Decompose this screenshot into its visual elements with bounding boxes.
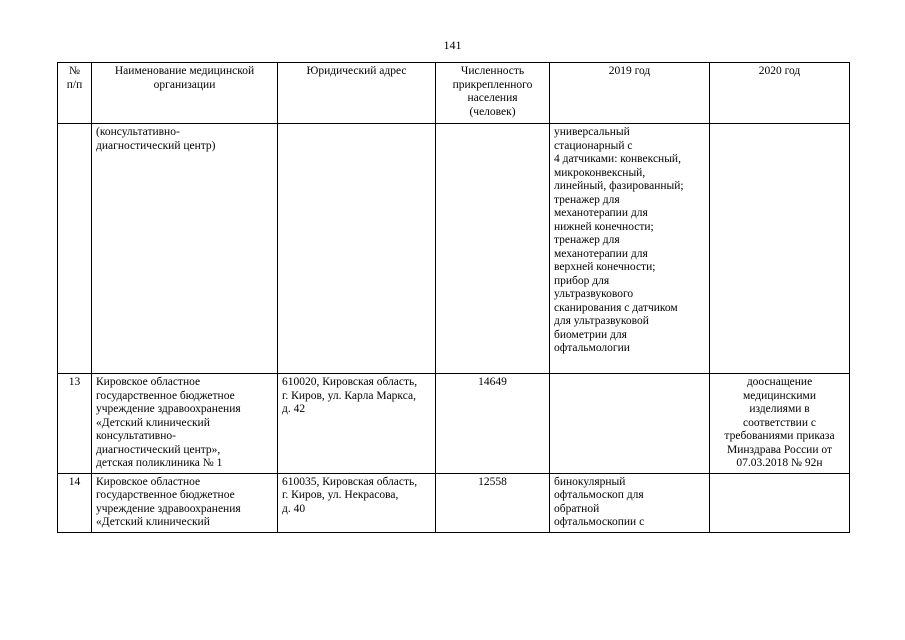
cell-population <box>436 124 550 374</box>
cell-organization-name: Кировское областное государственное бюджетное учреждение здравоохранения «Детский клинический <box>92 473 278 532</box>
cell-population: 12558 <box>436 473 550 532</box>
cell-number: 14 <box>58 473 92 532</box>
cell-organization-name: Кировское областное государственное бюджетное учреждение здравоохранения «Детский клинический консультативно- диагностический центр», детская поликлиника № 1 <box>92 374 278 474</box>
header-legal-address: Юридический адрес <box>278 63 436 124</box>
cell-legal-address <box>278 124 436 374</box>
cell-year-2019 <box>550 374 710 474</box>
page-number: 141 <box>443 38 462 52</box>
cell-year-2019: бинокулярный офтальмоскоп для обратной офтальмоскопии с <box>550 473 710 532</box>
cell-year-2020: дооснащение медицинскими изделиями в соответствии с требованиями приказа Минздрава России от 07.03.2018 № 92н <box>710 374 850 474</box>
table-row <box>58 473 850 532</box>
header-year-2019: 2019 год <box>550 63 710 124</box>
cell-organization-name: (консультативно- диагностический центр) <box>92 124 278 374</box>
header-organization-name: Наименование медицинской организации <box>92 63 278 124</box>
cell-number <box>58 124 92 374</box>
cell-year-2020 <box>710 473 850 532</box>
medical-organizations-table <box>57 62 850 533</box>
header-population: Численность прикрепленного населения (человек) <box>436 63 550 124</box>
cell-year-2019: универсальный стационарный с 4 датчиками: конвексный, микроконвексный, линейный, фазированный; тренажер для механотерапии для нижней конечности; тренажер для механотерапии для верхней конечности; прибор для ультразвукового сканирования с датчиком для ультразвуковой биометрии для офтальмологии <box>550 124 710 374</box>
cell-population: 14649 <box>436 374 550 474</box>
header-number: № п/п <box>58 63 92 124</box>
table-row <box>58 124 850 374</box>
table-header-row <box>58 63 850 124</box>
cell-legal-address: 610020, Кировская область, г. Киров, ул. Карла Маркса, д. 42 <box>278 374 436 474</box>
table-row <box>58 374 850 474</box>
cell-legal-address: 610035, Кировская область, г. Киров, ул. Некрасова, д. 40 <box>278 473 436 532</box>
cell-year-2020 <box>710 124 850 374</box>
header-year-2020: 2020 год <box>710 63 850 124</box>
cell-number: 13 <box>58 374 92 474</box>
